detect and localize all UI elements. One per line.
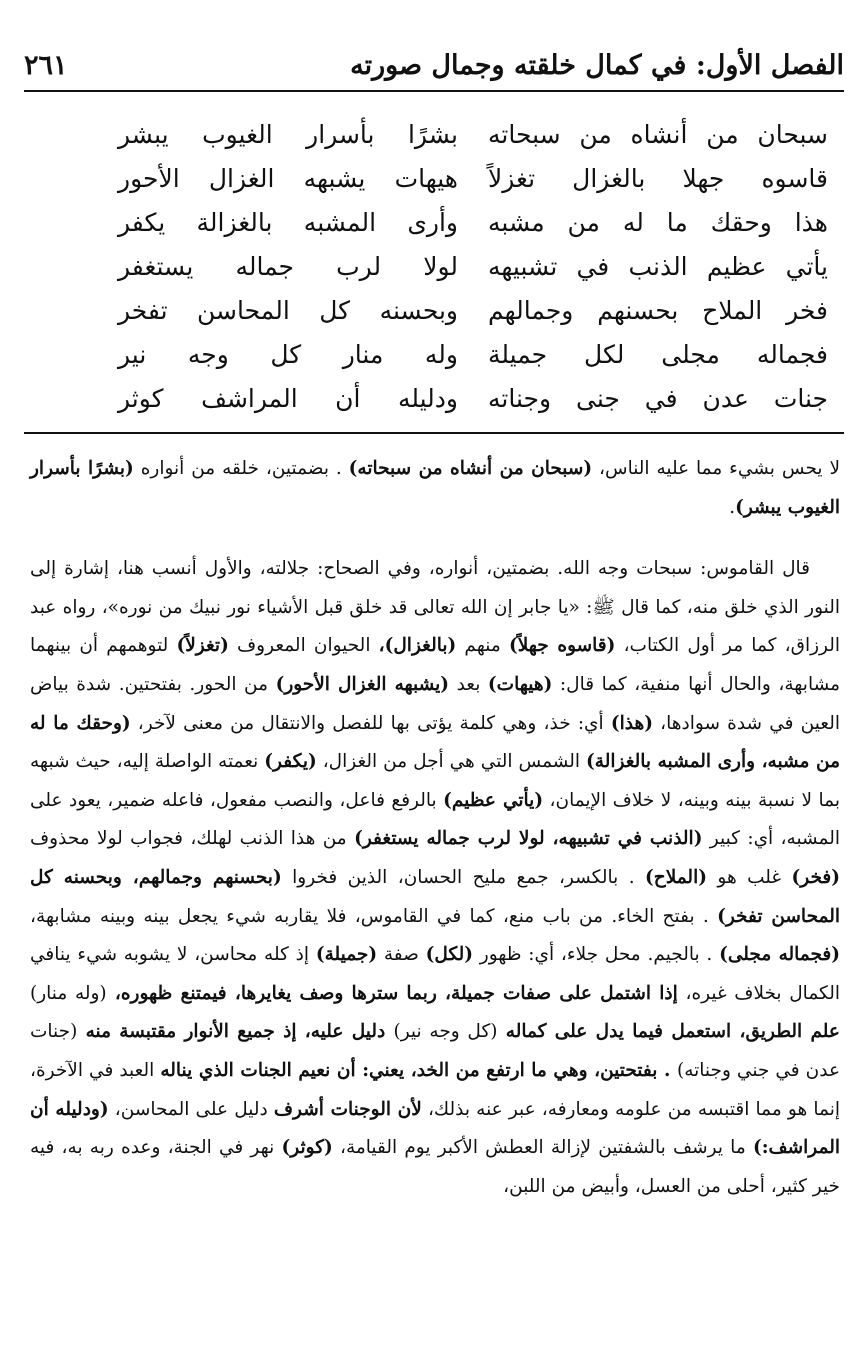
- quoted-verse-phrase: (سبحان من أنشاه من سبحاته): [348, 458, 593, 479]
- verse-second-hemistich: وله منار كل وجه نير: [118, 339, 458, 369]
- commentary-text: [30, 450, 840, 1206]
- commentary-text-run: . بفتح الخاء. من باب منع، كما في القاموس، فلا يقاربه شيء يجعل بينه وبينه مشابهة،: [30, 905, 718, 927]
- commentary-text-run: صفة: [377, 944, 426, 966]
- footnote-separator: [24, 432, 844, 434]
- commentary-text-run: إذ كله محاسن، لا يشوبه شيء ينافي الكمال بخلاف غيره،: [30, 944, 841, 1004]
- verse-row: [118, 200, 828, 244]
- commentary-text-run: (جنات عدن في جني وجناته): [30, 1021, 840, 1081]
- verse-second-hemistich: لولا لرب جماله يستغفر: [118, 251, 458, 281]
- commentary-text-run: دليل على المحاسن،: [108, 1098, 274, 1120]
- quoted-verse-phrase: (تغزلاً): [176, 635, 229, 657]
- commentary-text-run: نعمته الواصلة إليه، حيث شبهه بما لا نسبة بينه وبينه، لا خلاف الإيمان،: [30, 751, 840, 811]
- commentary-text-run: منهم: [456, 635, 509, 657]
- verse-first-hemistich: فجماله مجلى لكل جميلة: [488, 339, 828, 369]
- quoted-verse-phrase: (يأتي عظيم): [443, 789, 544, 811]
- verse-second-hemistich: بشرًا بأسرار الغيوب يبشر: [118, 119, 458, 149]
- verse-first-hemistich: فخر الملاح بحسنهم وجمالهم: [488, 295, 828, 325]
- commentary-paragraph: [30, 550, 840, 1206]
- quoted-verse-phrase: (الملاح): [645, 866, 707, 888]
- quoted-verse-phrase: (جميلة): [315, 944, 378, 966]
- quoted-verse-phrase: (الذنب في تشبيهه، لولا لرب جماله يستغفر): [354, 828, 703, 850]
- commentary-paragraph: [30, 450, 840, 527]
- commentary-text-run: . بالجيم. محل جلاء، أي: ظهور: [473, 944, 720, 966]
- verse-row: [118, 112, 828, 156]
- quoted-verse-phrase: (هذا): [610, 712, 653, 734]
- quoted-verse-phrase: (كوثر): [281, 1137, 333, 1159]
- verse-row: [118, 332, 828, 376]
- commentary-text-run: من هذا الذنب لهلك، فجواب لولا محذوف: [30, 828, 355, 850]
- commentary-text-run: بعد: [449, 673, 488, 695]
- quoted-verse-phrase: إذا اشتمل على صفات جميلة، ربما سترها وصف يغايرها، فيمتنع ظهوره،: [106, 982, 678, 1004]
- commentary-text-run: قال القاموس: سبحات وجه الله. بضمتين، أنواره، وفي الصحاح: جلالته، والأول أنسب هنا، إشارة إلى النور الذي خلق منه، كما قال ﷺ: «يا جابر إن الله تعالى قد خلق قبل الأشياء نور نبيك من نوره»، رواه عبد الرزاق، كما مر أول الكتاب،: [30, 558, 840, 657]
- verse-first-hemistich: جنات عدن في جنى وجناته: [488, 383, 828, 413]
- commentary-text-run: أي: خذ، وهي كلمة يؤتى بها للفصل والانتقال من معنى لآخر،: [130, 712, 611, 734]
- commentary-text-run: الشمس التي هي أجل من الغزال،: [316, 751, 587, 773]
- commentary-text-run: لا يحس بشيء مما عليه الناس،: [592, 458, 840, 479]
- verse-first-hemistich: قاسوه جهلا بالغزال تغزلاً: [488, 163, 828, 193]
- page-number: ٢٦١: [24, 49, 68, 81]
- verse-first-hemistich: هذا وحقك ما له من مشبه: [488, 207, 828, 237]
- commentary-text-run: .: [729, 496, 736, 518]
- quoted-verse-phrase: (فجماله مجلى): [719, 944, 841, 966]
- quoted-verse-phrase: (يشبهه الغزال الأحور): [275, 673, 450, 695]
- verse-second-hemistich: وأرى المشبه بالغزالة يكفر: [118, 207, 458, 237]
- commentary-text-run: نهر في الجنة، وعده ربه به، فيه خير كثير، أحلى من العسل، وأبيض من اللبن،: [30, 1137, 840, 1197]
- quoted-verse-phrase: (يكفر): [264, 751, 317, 773]
- commentary-text-run: (كل وجه نير): [393, 1021, 498, 1043]
- chapter-title: الفصل الأول: في كمال خلقته وجمال صورته: [350, 49, 844, 81]
- emphasized-phrase: علم الطريق،: [731, 1021, 840, 1043]
- quoted-verse-phrase: أن نعيم الجنات الذي يناله: [160, 1059, 356, 1081]
- commentary-text-run: لتوهمهم أن بينهما مشابهة، والحال أنها منفية، كما قال:: [30, 635, 840, 695]
- commentary-text-run: بالرفع فاعل، والنصب مفعول، فاعله ضمير، يعود على المشبه، أي: كبير: [30, 789, 841, 850]
- emphasized-phrase: دليل عليه،: [296, 1021, 394, 1043]
- quoted-verse-phrase: (فخر): [791, 866, 841, 888]
- quoted-verse-phrase: (بشرًا بأسرار الغيوب يبشر): [30, 458, 840, 518]
- verse-second-hemistich: هيهات يشبهه الغزال الأحور: [118, 163, 458, 193]
- quoted-verse-phrase: إذ جميع الأنوار مقتبسة منه: [77, 1021, 297, 1043]
- commentary-text-run: (وله منار): [30, 982, 107, 1004]
- emphasized-phrase: (ودليله أن المراشف:): [30, 1098, 840, 1159]
- verse-first-hemistich: يأتي عظيم الذنب في تشبيهه: [488, 251, 828, 281]
- commentary-text-run: . بالكسر، جمع مليح الحسان، الذين فخروا: [281, 866, 645, 888]
- commentary-text-run: ما يرشف بالشفتين لإزالة العطش الأكبر يوم القيامة،: [332, 1137, 753, 1159]
- verse-second-hemistich: ودليله أن المراشف كوثر: [118, 383, 458, 413]
- poem-verses: [118, 112, 828, 420]
- emphasized-phrase: لأن الوجنات أشرف: [273, 1098, 422, 1120]
- quoted-verse-phrase: (بالغزال)،: [378, 635, 457, 657]
- quoted-verse-phrase: (هيهات): [487, 673, 553, 695]
- commentary-text-run: العبد في الآخرة، إنما هو مما اقتبسه من علومه ومعارفه، عبر عنه بذلك،: [30, 1059, 840, 1120]
- commentary-text-run: من الحور. بفتحتين. شدة بياض العين في شدة سوادها،: [30, 673, 840, 734]
- verse-first-hemistich: سبحان من أنشاه من سبحاته: [488, 119, 828, 149]
- commentary-text-run: . بضمتين، خلقه من أنواره: [133, 458, 349, 479]
- verse-row: [118, 156, 828, 200]
- commentary-text-run: الحيوان المعروف: [228, 635, 379, 657]
- quoted-verse-phrase: (بحسنهم وجمالهم، وبحسنه كل المحاسن تفخر): [30, 866, 840, 927]
- verse-row: [118, 244, 828, 288]
- emphasized-phrase: . بفتحتين، وهي ما ارتفع من الخد، يعني:: [355, 1059, 677, 1081]
- quoted-verse-phrase: (لكل): [425, 944, 473, 966]
- running-header: [24, 40, 844, 92]
- quoted-verse-phrase: (وحقك ما له من مشبه، وأرى المشبه بالغزالة): [30, 712, 840, 773]
- verse-second-hemistich: وبحسنه كل المحاسن تفخر: [118, 295, 458, 325]
- quoted-verse-phrase: (قاسوه جهلاً): [508, 635, 616, 657]
- commentary-text-run: غلب هو: [706, 866, 792, 888]
- verse-row: [118, 288, 828, 332]
- quoted-verse-phrase: استعمل فيما يدل على كماله: [497, 1021, 732, 1043]
- verse-row: [118, 376, 828, 420]
